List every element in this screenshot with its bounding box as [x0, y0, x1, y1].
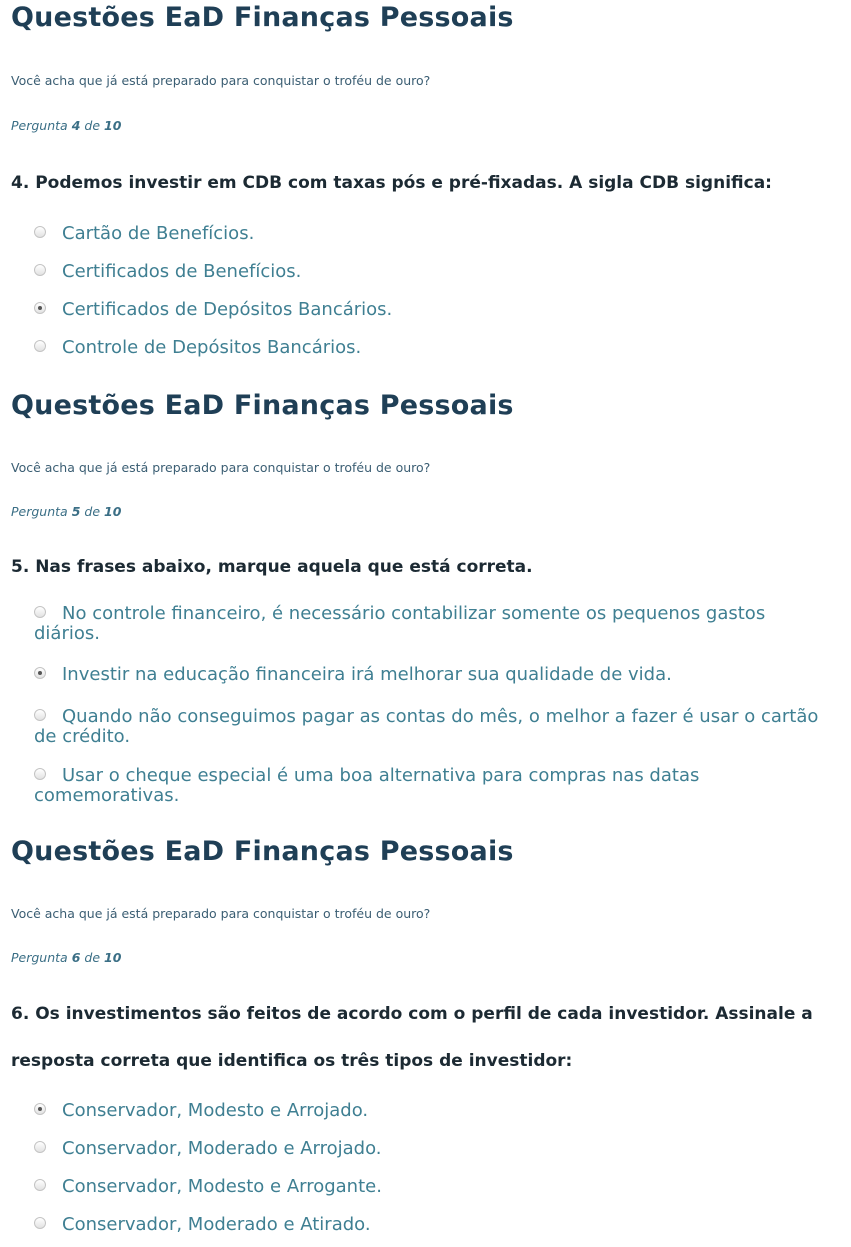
answer-option[interactable] [34, 224, 834, 244]
counter-total: 10 [104, 118, 122, 133]
option-label[interactable]: Certificados de Depósitos Bancários. [62, 299, 393, 320]
answer-option[interactable] [34, 665, 834, 685]
option-label[interactable]: Conservador, Modesto e Arrojado. [62, 1100, 369, 1121]
option-label[interactable]: Cartão de Benefícios. [62, 223, 255, 244]
question-text: 4. Podemos investir em CDB com taxas pós e pré-fixadas. A sigla CDB significa: [11, 173, 772, 193]
answer-option[interactable] [34, 1177, 834, 1197]
radio-button[interactable] [34, 340, 46, 352]
counter-sep: de [84, 504, 101, 519]
answer-option[interactable] [34, 1139, 834, 1159]
radio-button[interactable] [34, 226, 46, 238]
radio-button-selected[interactable] [34, 667, 46, 679]
counter-prefix: Pergunta [11, 504, 68, 519]
question-counter [11, 504, 121, 519]
counter-total: 10 [104, 950, 122, 965]
counter-sep: de [84, 950, 101, 965]
counter-sep: de [84, 118, 101, 133]
radio-button[interactable] [34, 1217, 46, 1229]
option-label[interactable]: Conservador, Modesto e Arrogante. [62, 1176, 382, 1197]
question-counter [11, 950, 121, 965]
question-text-line-2: resposta correta que identifica os três tipos de investidor: [11, 1051, 573, 1071]
quiz-title: Questões EaD Finanças Pessoais [11, 2, 514, 33]
question-counter [11, 118, 121, 133]
question-text-line-1: 6. Os investimentos são feitos de acordo com o perfil de cada investidor. Assinale a [11, 1004, 813, 1024]
answer-option[interactable] [34, 300, 834, 320]
counter-number: 6 [71, 950, 81, 965]
option-label[interactable]: Investir na educação financeira irá melhorar sua qualidade de vida. [62, 664, 672, 685]
answer-option[interactable] [34, 1215, 834, 1235]
radio-button[interactable] [34, 709, 46, 721]
answer-option[interactable] [34, 766, 834, 806]
counter-number: 5 [71, 504, 81, 519]
option-label[interactable]: No controle financeiro, é necessário contabilizar somente os pequenos gastos diários. [34, 603, 766, 644]
radio-button[interactable] [34, 1179, 46, 1191]
option-label[interactable]: Certificados de Benefícios. [62, 261, 302, 282]
radio-button-selected[interactable] [34, 302, 46, 314]
option-label[interactable]: Quando não conseguimos pagar as contas do mês, o melhor a fazer é usar o cartão de crédito. [34, 706, 819, 747]
answer-option[interactable] [34, 262, 834, 282]
counter-prefix: Pergunta [11, 118, 68, 133]
radio-button[interactable] [34, 768, 46, 780]
option-label[interactable]: Conservador, Moderado e Atirado. [62, 1214, 371, 1235]
counter-prefix: Pergunta [11, 950, 68, 965]
quiz-title: Questões EaD Finanças Pessoais [11, 390, 514, 421]
answer-option[interactable] [34, 338, 834, 358]
quiz-subtitle: Você acha que já está preparado para conquistar o troféu de ouro? [11, 73, 431, 88]
counter-total: 10 [104, 504, 122, 519]
radio-button[interactable] [34, 606, 46, 618]
option-label[interactable]: Conservador, Moderado e Arrojado. [62, 1138, 382, 1159]
quiz-subtitle: Você acha que já está preparado para conquistar o troféu de ouro? [11, 906, 431, 921]
question-text: 5. Nas frases abaixo, marque aquela que está correta. [11, 557, 533, 577]
quiz-title: Questões EaD Finanças Pessoais [11, 836, 514, 867]
radio-button[interactable] [34, 264, 46, 276]
answer-option[interactable] [34, 604, 834, 644]
option-label[interactable]: Controle de Depósitos Bancários. [62, 337, 362, 358]
radio-button[interactable] [34, 1141, 46, 1153]
option-label[interactable]: Usar o cheque especial é uma boa alternativa para compras nas datas comemorativas. [34, 765, 700, 806]
answer-option[interactable] [34, 707, 834, 747]
radio-button-selected[interactable] [34, 1103, 46, 1115]
counter-number: 4 [71, 118, 81, 133]
answer-option[interactable] [34, 1101, 834, 1121]
quiz-subtitle: Você acha que já está preparado para conquistar o troféu de ouro? [11, 460, 431, 475]
